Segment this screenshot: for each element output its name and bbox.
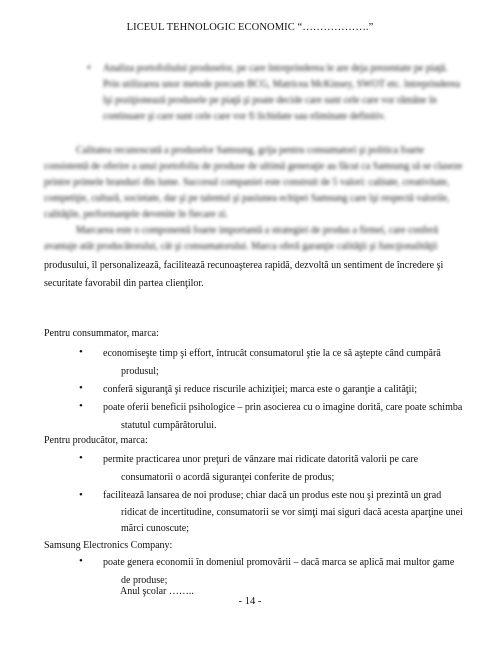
blurred-text-line: avantaje atât producătorului, cât şi consumatorului. Marca oferă garanţie calităţii şi funcţionalităţii bbox=[44, 241, 438, 252]
footer-school-year: Anul şcolar …….. bbox=[120, 586, 194, 597]
list-item-text: consumatorii o acordă siguranţei conferite de produs; bbox=[121, 472, 335, 483]
list-item-text: conferă siguranţă şi reduce riscurile achiziţiei; marca este o garanţie a calităţii; bbox=[103, 384, 418, 395]
list-item-text: poate genera economii în domeniul promovării – dacă marca se aplică mai multor game bbox=[103, 557, 455, 568]
blurred-text-line: Prin utilizarea unor metode precum BCG, Matricea McKinsey, SWOT etc. întreprinderea bbox=[103, 79, 461, 90]
bullet-marker: • bbox=[87, 62, 91, 74]
bullet-marker: • bbox=[79, 400, 83, 412]
blurred-text-line: Analiza portofoliului produselor, pe care întreprinderea le are deja prezentate pe piaţă. bbox=[103, 63, 448, 74]
section-heading-consumer: Pentru consummator, marca: bbox=[44, 328, 159, 339]
list-item-text: poate oferii beneficii psihologice – prin asocierea cu o imagine dorită, care poate schimba bbox=[103, 402, 463, 413]
section-heading-producer: Pentru producător, marca: bbox=[44, 435, 148, 446]
page-header-title: LICEUL TEHNOLOGIC ECONOMIC “……………….” bbox=[126, 22, 374, 33]
paragraph-text-line: securitate favorabil din partea clienţilor. bbox=[44, 278, 204, 289]
blurred-text-line: consistentă de oferire a unui portofoliu de produse de ultimă generaţie au făcut ca Samsung să se claseze bbox=[44, 161, 463, 172]
blurred-text-line: competiţie, cultură, societate, dar şi pe talentul şi pasiunea echipei Samsung care îşi respectă valorile, bbox=[44, 193, 450, 204]
blurred-text-line: continuare şi care sunt cele care vor fi lichidate sau eliminate definitiv. bbox=[103, 111, 386, 122]
blurred-text-line: Calitatea recunoscută a produselor Samsung, grija pentru consumatori şi politica foarte bbox=[76, 145, 424, 156]
list-item-text: economiseşte timp şi effort, întrucât consumatorul ştie la ce să aştepte când cumpără bbox=[103, 348, 441, 359]
blurred-text-line: calităţile, performanţele devenite în fiecare zi. bbox=[44, 209, 229, 220]
page-number: - 14 - bbox=[238, 596, 262, 607]
blurred-text-line: îşi poziţionează produsele pe piaţă şi poate decide care sunt cele care vor rămâne în bbox=[103, 95, 437, 106]
bullet-marker: • bbox=[79, 489, 83, 501]
bullet-marker: • bbox=[79, 555, 83, 567]
list-item-text: produsul; bbox=[121, 366, 159, 377]
bullet-marker: • bbox=[79, 452, 83, 464]
list-item-text: permite practicarea unor preţuri de vânzare mai ridicate datorită valorii pe care bbox=[103, 454, 419, 465]
list-item-text: mărci cunoscute; bbox=[121, 523, 190, 534]
list-item-text: facilitează lansarea de noi produse; chiar dacă un produs este nou şi prezintă un grad bbox=[103, 490, 442, 501]
bullet-marker: • bbox=[79, 346, 83, 358]
bullet-marker: • bbox=[79, 382, 83, 394]
blurred-text-line: printre primele branduri din lume. Succesul companiei este construit de 5 valori: calitate, creativitate, bbox=[44, 177, 450, 188]
section-heading-samsung: Samsung Electronics Company: bbox=[44, 540, 173, 551]
list-item-text: ridicat de incertitudine, consumatorii se vor simţi mai siguri dacă acesta aparţine unei bbox=[121, 507, 463, 518]
list-item-text: de produse; bbox=[121, 575, 168, 586]
blurred-text-line: Marcarea este o componentă foarte importantă a strategiei de produs a firmei, care conferă bbox=[76, 225, 439, 236]
list-item-text: statutul cumpărătorului. bbox=[121, 420, 217, 431]
paragraph-text-line: produsului, îl personalizează, facilitează recunoaşterea rapidă, dezvoltă un sentiment de încredere şi bbox=[44, 260, 444, 271]
